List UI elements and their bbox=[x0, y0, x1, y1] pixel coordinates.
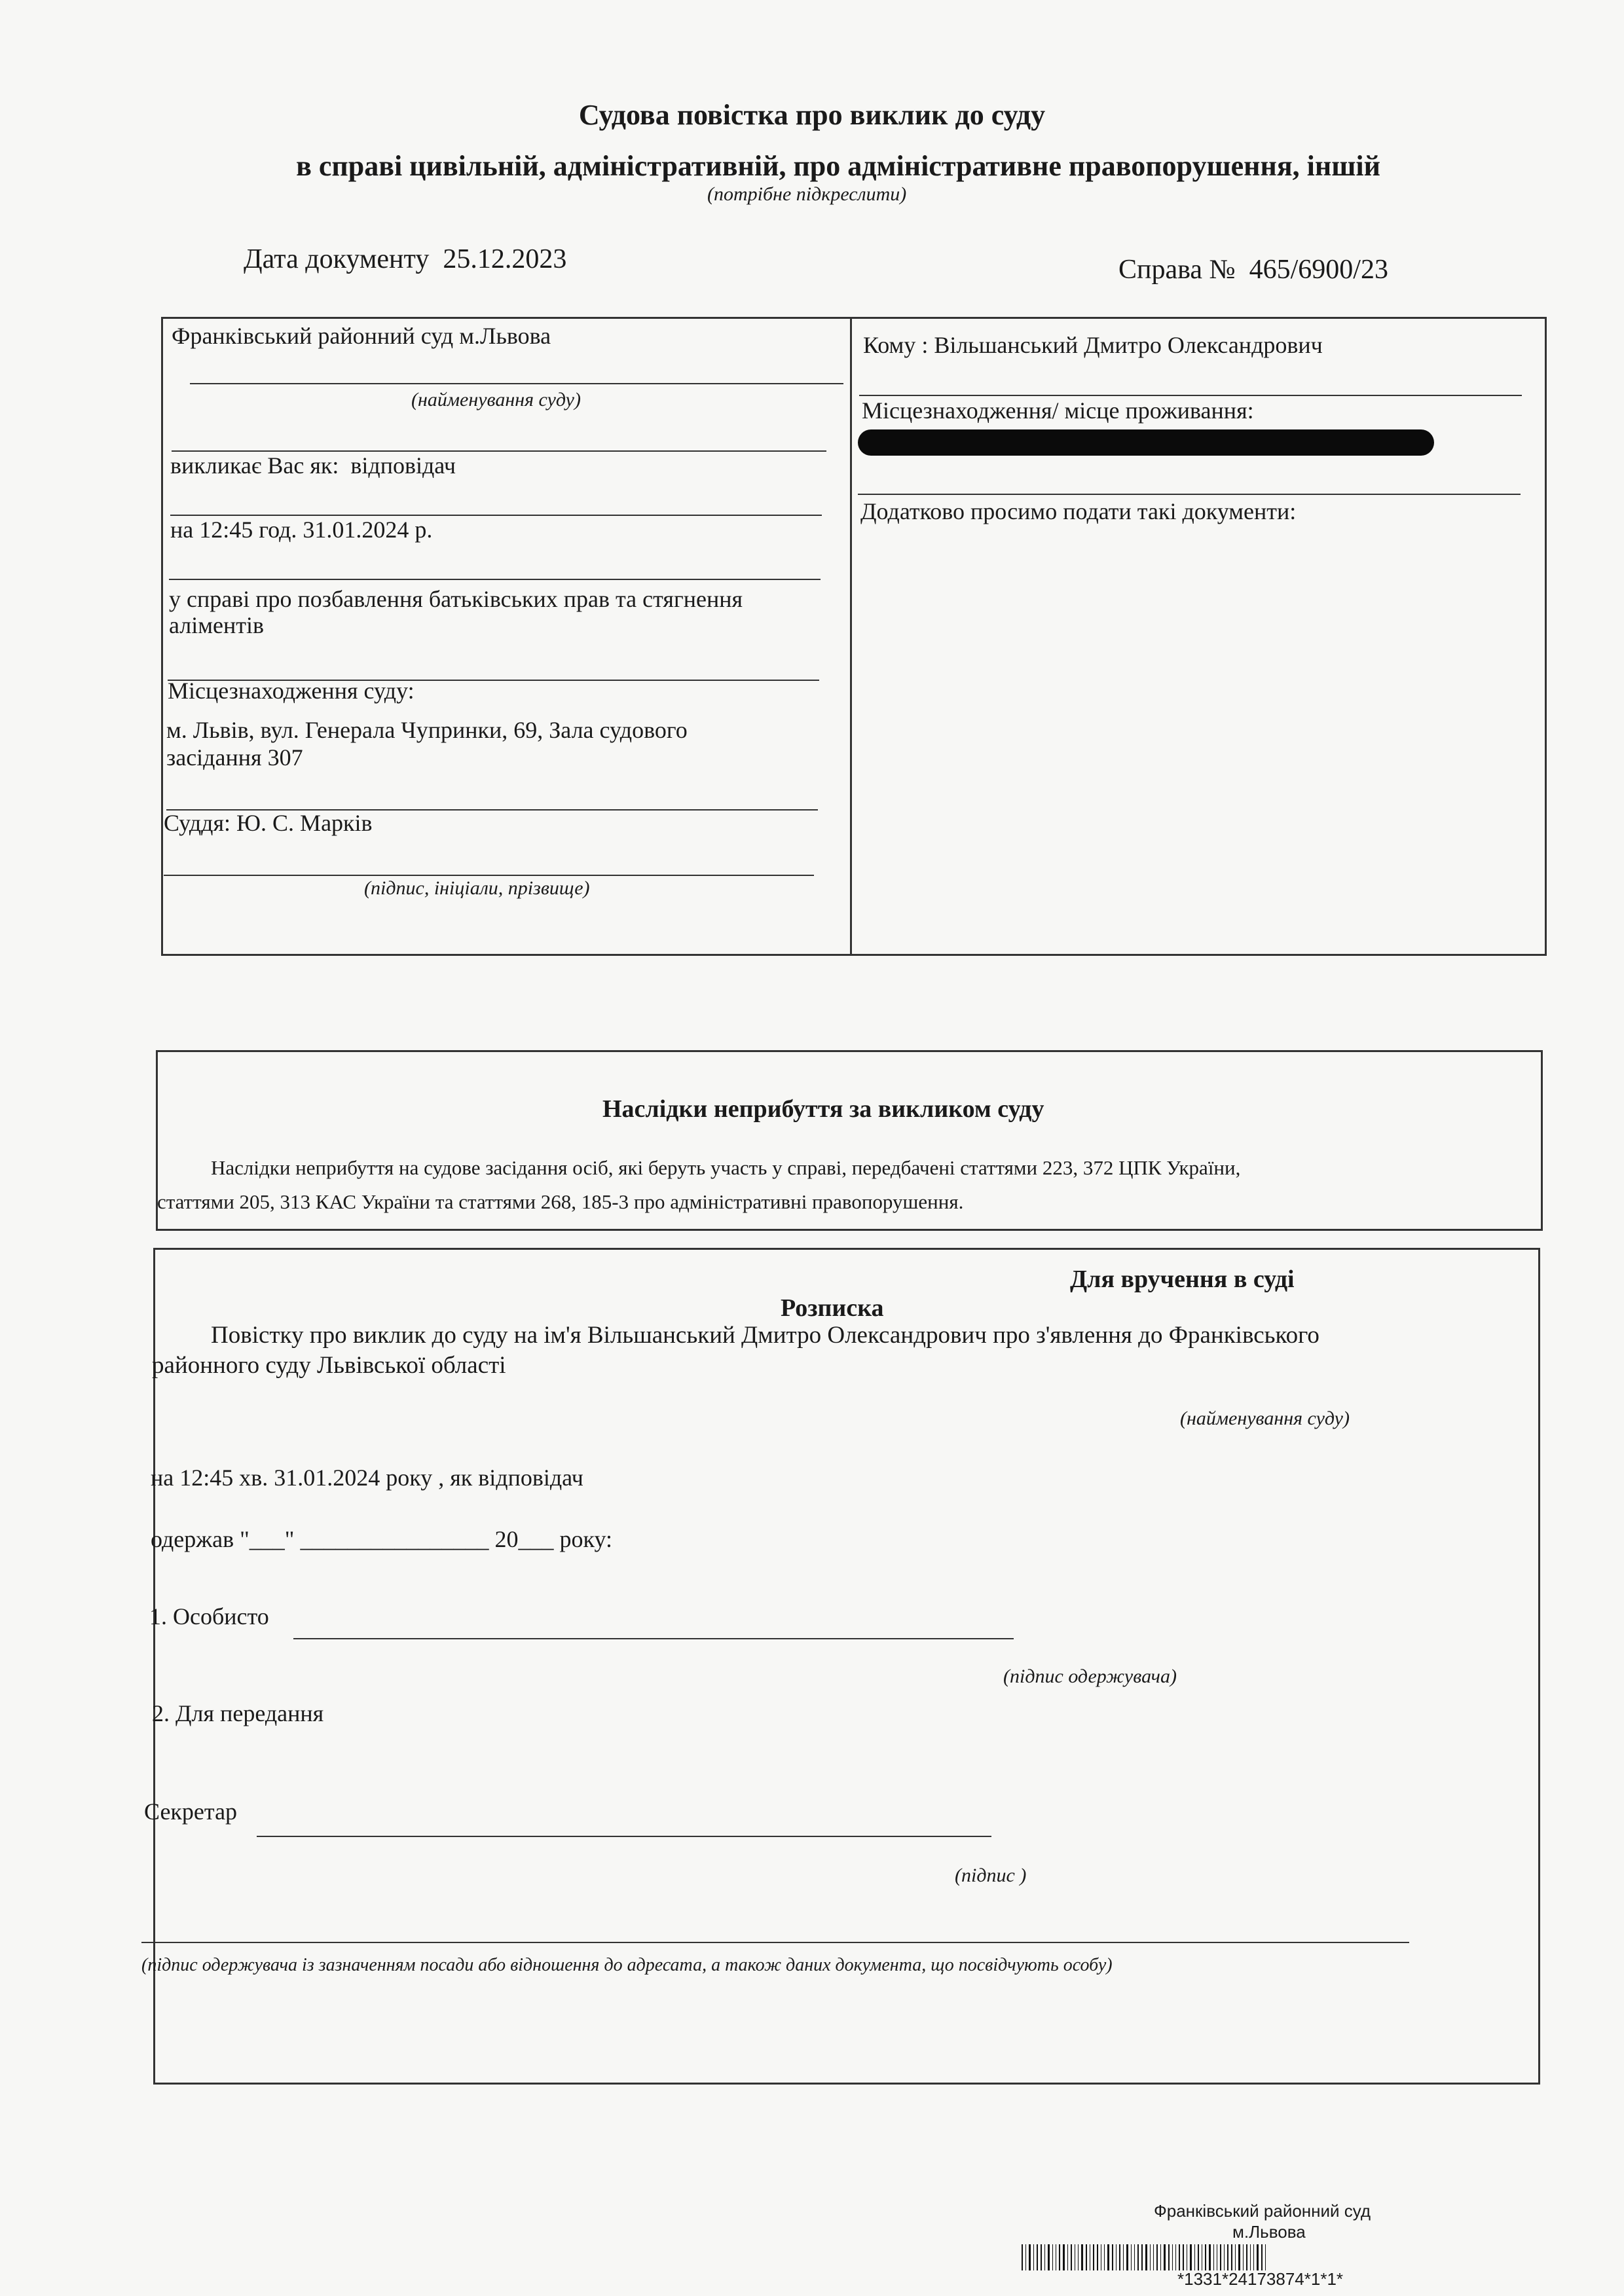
barcode-bar bbox=[1213, 2244, 1214, 2270]
barcode-bar bbox=[1235, 2244, 1236, 2270]
barcode-bar bbox=[1183, 2244, 1184, 2270]
barcode-bar bbox=[1041, 2244, 1042, 2270]
barcode-bar bbox=[1224, 2244, 1225, 2270]
barcode-bar bbox=[1153, 2244, 1154, 2270]
barcode-bar bbox=[1093, 2244, 1094, 2270]
barcode-bar bbox=[1198, 2244, 1199, 2270]
barcode-bar bbox=[1044, 2244, 1045, 2270]
barcode-bar bbox=[1071, 2244, 1072, 2270]
barcode-bar bbox=[1160, 2244, 1161, 2270]
footer-court-line-1: Франківський районний суд bbox=[1154, 2201, 1371, 2221]
receipt-time-line: на 12:45 хв. 31.01.2024 року , як відповідач bbox=[151, 1465, 583, 1491]
case-number bbox=[1118, 254, 1388, 285]
barcode-bar bbox=[1145, 2244, 1147, 2270]
barcode-bar bbox=[1048, 2244, 1050, 2270]
personally-signature-line[interactable] bbox=[293, 1638, 1014, 1639]
barcode-bar bbox=[1107, 2244, 1109, 2270]
court-name-note: (найменування суду) bbox=[411, 389, 581, 410]
barcode-bar bbox=[1097, 2244, 1098, 2270]
court-location-line-1: м. Львів, вул. Генерала Чупринки, 69, Зала судового bbox=[166, 717, 688, 743]
summons-as bbox=[170, 452, 456, 479]
hearing-time: на 12:45 год. 31.01.2024 р. bbox=[170, 517, 433, 543]
for-court-label: Для вручення в суді bbox=[1070, 1266, 1295, 1293]
barcode-bar bbox=[1164, 2244, 1166, 2270]
doc-date-label: Дата документу bbox=[244, 244, 430, 274]
barcode-bar bbox=[1078, 2244, 1079, 2270]
recipient-sign-note: (підпис одержувача) bbox=[1003, 1666, 1177, 1687]
footer-court-line-2: м.Львова bbox=[1232, 2222, 1306, 2242]
barcode-bar bbox=[1156, 2244, 1158, 2270]
barcode-bar bbox=[1150, 2244, 1151, 2270]
barcode-bar bbox=[1168, 2244, 1170, 2270]
barcode-bar bbox=[1112, 2244, 1113, 2270]
recipient-line bbox=[859, 395, 1522, 396]
court-name-line bbox=[190, 383, 843, 384]
barcode-bar bbox=[1119, 2244, 1120, 2270]
title-line-2: в справі цивільній, адміністративній, про адміністративне правопорушення, іншій bbox=[296, 150, 1380, 182]
barcode-bar bbox=[1123, 2244, 1124, 2270]
consequences-title: Наслідки неприбуття за викликом суду bbox=[602, 1095, 1044, 1123]
recipient: Кому : Вільшанський Дмитро Олександрович bbox=[863, 332, 1323, 358]
barcode-bar bbox=[1238, 2244, 1240, 2270]
court-location-line-2: засідання 307 bbox=[166, 744, 303, 771]
secretary-sign-note: (підпис ) bbox=[955, 1865, 1027, 1886]
judge-name: Суддя: Ю. С. Марків bbox=[164, 810, 373, 836]
barcode-bar bbox=[1141, 2244, 1143, 2270]
secretary-signature-line[interactable] bbox=[257, 1836, 991, 1837]
barcode-bar bbox=[1131, 2244, 1132, 2270]
doc-date-value: 25.12.2023 bbox=[443, 244, 567, 274]
barcode-bar bbox=[1086, 2244, 1087, 2270]
barcode-bar bbox=[1067, 2244, 1068, 2270]
case-matter-line-2: аліментів bbox=[169, 612, 265, 638]
divider-line bbox=[169, 579, 821, 580]
barcode-bar bbox=[1137, 2244, 1139, 2270]
barcode-bar bbox=[1179, 2244, 1180, 2270]
doc-date bbox=[244, 244, 566, 275]
personally-label: 1. Особисто bbox=[149, 1603, 269, 1630]
title-line-1: Судова повістка про виклик до суду bbox=[578, 99, 1046, 131]
address-label: Місцезнаходження/ місце проживання: bbox=[862, 397, 1254, 424]
barcode-bar bbox=[1126, 2244, 1128, 2270]
consequences-text-line-2: статтями 205, 313 КАС України та статтями 268, 185-3 про адміністративні правопорушення. bbox=[157, 1190, 964, 1213]
address-line bbox=[858, 494, 1521, 495]
bottom-sign-note: (підпис одержувача із зазначенням посади або відношення до адресата, а також даних документа, що посвідчують особу) bbox=[141, 1955, 1113, 1975]
for-transfer-label: 2. Для передання bbox=[152, 1700, 324, 1726]
barcode-bar bbox=[1231, 2244, 1232, 2270]
court-location-label: Місцезнаходження суду: bbox=[168, 678, 415, 704]
barcode-bar bbox=[1033, 2244, 1034, 2270]
barcode-bar bbox=[1037, 2244, 1038, 2270]
barcode-bar bbox=[1029, 2244, 1031, 2270]
barcode-bar bbox=[1253, 2244, 1254, 2270]
summons-table bbox=[161, 317, 1547, 956]
case-number-value: 465/6900/23 bbox=[1249, 255, 1388, 285]
barcode-image bbox=[1022, 2244, 1526, 2270]
receipt-line-1: Повістку про виклик до суду на ім'я Вільшанський Дмитро Олександрович про з'явлення до Франківського bbox=[211, 1322, 1320, 1349]
summons-as-label: викликає Вас як: bbox=[170, 452, 339, 479]
table-divider bbox=[850, 317, 852, 954]
court-name: Франківський районний суд м.Львова bbox=[172, 323, 551, 349]
barcode-bar bbox=[1172, 2244, 1173, 2270]
underline-note: (потрібне підкреслити) bbox=[707, 183, 907, 205]
case-label: Справа № bbox=[1118, 255, 1236, 285]
barcode-bar bbox=[1250, 2244, 1251, 2270]
barcode-bar bbox=[1209, 2244, 1211, 2270]
consequences-text-line-1: Наслідки неприбуття на судове засідання осіб, які беруть участь у справі, передбачені статтями 223, 372 ЦПК України, bbox=[211, 1156, 1241, 1179]
redaction-mark bbox=[858, 429, 1434, 456]
barcode-bar bbox=[1190, 2244, 1192, 2270]
signature-note: (підпис, ініціали, прізвище) bbox=[364, 877, 590, 899]
barcode-bar bbox=[1246, 2244, 1247, 2270]
barcode-bar bbox=[1104, 2244, 1105, 2270]
secretary-label: Секретар bbox=[144, 1798, 238, 1825]
case-matter-line-1: у справі про позбавлення батьківських прав та стягнення bbox=[169, 586, 743, 612]
barcode-bar bbox=[1022, 2244, 1023, 2270]
extra-documents-label: Додатково просимо подати такі документи: bbox=[860, 498, 1297, 524]
barcode-bar bbox=[1227, 2244, 1228, 2270]
barcode-bar bbox=[1205, 2244, 1206, 2270]
barcode-bar bbox=[1194, 2244, 1195, 2270]
receipt-title: Розписка bbox=[781, 1294, 884, 1322]
barcode-bar bbox=[1175, 2244, 1176, 2270]
barcode-bar bbox=[1059, 2244, 1060, 2270]
barcode-bar bbox=[1025, 2244, 1026, 2270]
barcode-bar bbox=[1052, 2244, 1053, 2270]
barcode-text: *1331*24173874*1*1* bbox=[1177, 2269, 1344, 2289]
receipt-court-note: (найменування суду) bbox=[1180, 1408, 1350, 1429]
barcode-bar bbox=[1265, 2244, 1266, 2270]
barcode-bar bbox=[1261, 2244, 1263, 2270]
barcode-bar bbox=[1134, 2244, 1135, 2270]
signature-line bbox=[164, 875, 814, 876]
barcode-bar bbox=[1220, 2244, 1221, 2270]
receipt-line-2: районного суду Львівської області bbox=[152, 1352, 506, 1379]
barcode-bar bbox=[1081, 2244, 1083, 2270]
received-line: одержав "___" ________________ 20___ року: bbox=[151, 1526, 613, 1552]
summons-as-value: відповідач bbox=[350, 452, 456, 479]
barcode-bar bbox=[1063, 2244, 1065, 2270]
barcode-bar bbox=[1243, 2244, 1244, 2270]
barcode-bar bbox=[1257, 2244, 1259, 2270]
bottom-signature-line[interactable] bbox=[141, 1942, 1409, 1943]
